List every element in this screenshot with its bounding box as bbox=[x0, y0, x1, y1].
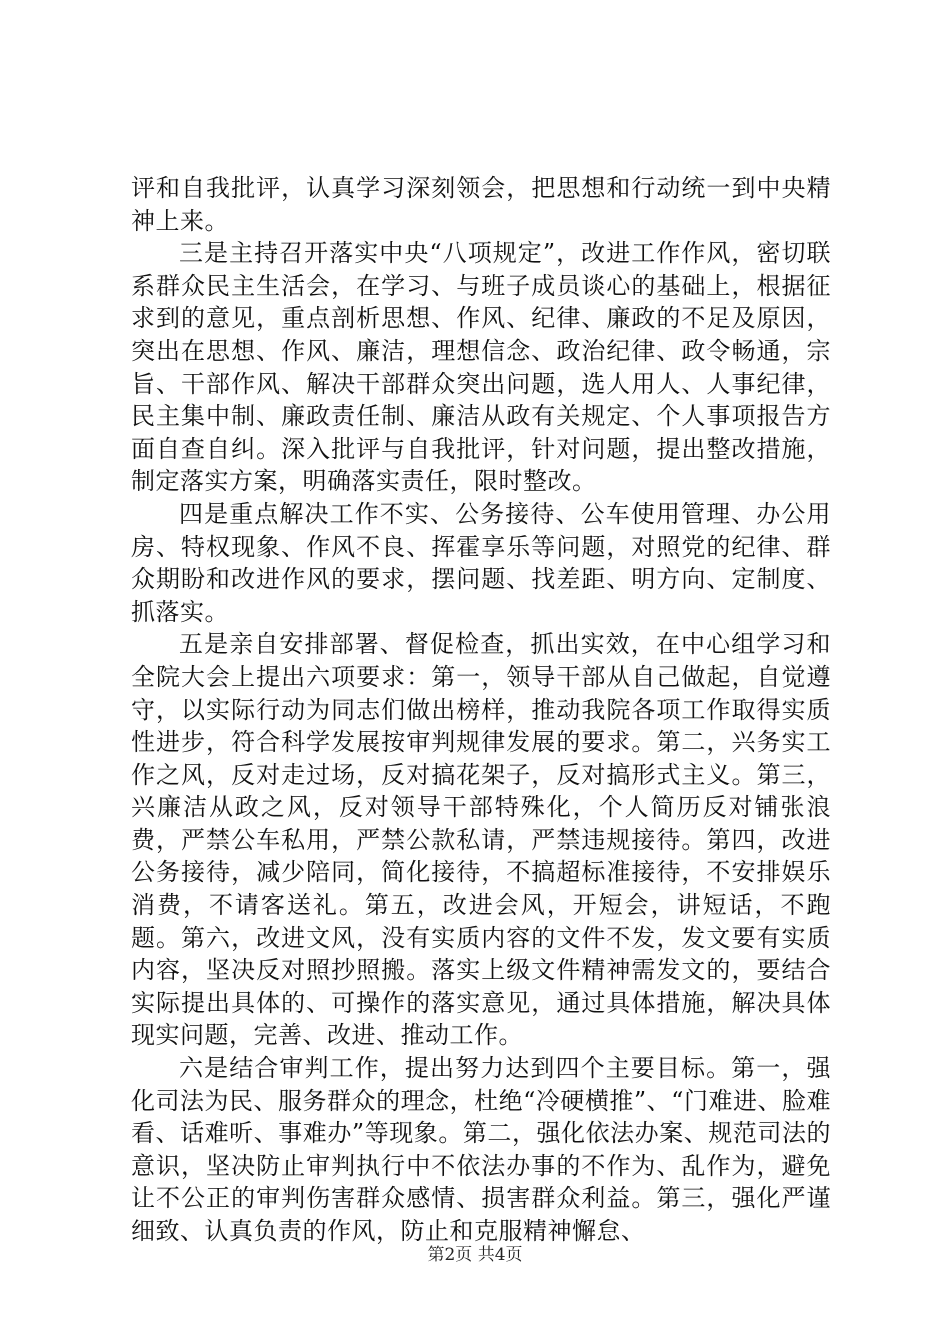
paragraph-item-three: 三是主持召开落实中央“八项规定”，改进工作作风，密切联系群众民主生活会，在学习、与班子成员谈心的基础上，根据征求到的意见，重点剖析思想、作风、纪律、廉政的不足及原因，突出在思想、作风、廉洁，理想信念、政治纪律、政令畅通，宗旨、干部作风、解决干部群众突出问题，选人用人、人事纪律，民主集中制、廉政责任制、廉洁从政有关规定、个人事项报告方面自查自纠。深入批评与自我批评，针对问题，提出整改措施，制定落实方案，明确落实责任，限时整改。 bbox=[131, 239, 831, 496]
paragraph-continuation: 评和自我批评，认真学习深刻领会，把思想和行动统一到中央精神上来。 bbox=[131, 174, 831, 235]
paragraph-item-six: 六是结合审判工作，提出努力达到四个主要目标。第一，强化司法为民、服务群众的理念，杜绝“冷硬横推”、“门难进、脸难看、话难听、事难办”等现象。第二，强化依法办案、规范司法的意识，坚决防止审判执行中不依法办事的不作为、乱作为，避免让不公正的审判伤害群众感情、损害群众利益。第三，强化严谨细致、认真负责的作风，防止和克服精神懈怠、 bbox=[131, 1054, 831, 1245]
body-text bbox=[131, 172, 831, 1248]
page-footer: 第2页 共4页 bbox=[427, 1245, 523, 1265]
paragraph-item-five: 五是亲自安排部署、督促检查，抓出实效，在中心组学习和全院大会上提出六项要求：第一，领导干部从自己做起，自觉遵守，以实际行动为同志们做出榜样，推动我院各项工作取得实质性进步，符合科学发展按审判规律发展的要求。第二，兴务实工作之风，反对走过场，反对搞花架子，反对搞形式主义。第三，兴廉洁从政之风，反对领导干部特殊化，个人简历反对铺张浪费，严禁公车私用，严禁公款私请，严禁违规接待。第四，改进公务接待，减少陪同，简化接待，不搞超标准接待，不安排娱乐消费，不请客送礼。第五，改进会风，开短会，讲短话，不跑题。第六，改进文风，没有实质内容的文件不发，发文要有实质内容，坚决反对照抄照搬。落实上级文件精神需发文的，要结合实际提出具体的、可操作的落实意见，通过具体措施，解决具体现实问题，完善、改进、推动工作。 bbox=[131, 630, 831, 1050]
paragraph-item-four: 四是重点解决工作不实、公务接待、公车使用管理、办公用房、特权现象、作风不良、挥霍享乐等问题，对照党的纪律、群众期盼和改进作风的要求，摆问题、找差距、明方向、定制度、抓落实。 bbox=[131, 499, 831, 626]
